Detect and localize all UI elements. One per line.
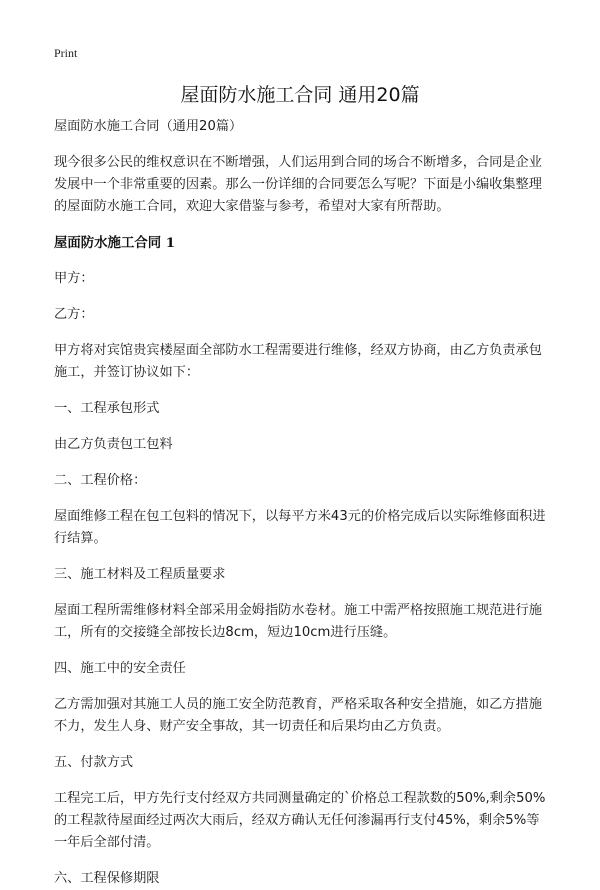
contract-paragraph: 屋面工程所需维修材料全部采用金姆指防水卷材。施工中需严格按照施工规范进行施工，所有的交接缝全部按长边8cm，短边10cm进行压缝。 — [54, 603, 542, 640]
print-link[interactable]: Print — [54, 46, 78, 60]
contract-paragraph: 工程完工后，甲方先行支付经双方共同测量确定的`价格总工程款数的50%,剩余50%的工程款待屋面经过两次大雨后，经双方确认无任何渗漏再行支付45%，剩余5%等一年后全部付清。 — [54, 791, 546, 850]
document-subtitle: 屋面防水施工合同（通用20篇） — [54, 119, 243, 134]
contract-paragraph: 乙方需加强对其施工人员的施工安全防范教育，严格采取各种安全措施，如乙方措施不力，发生人身、财产安全事故，其一切责任和后果均由乙方负责。 — [54, 697, 542, 734]
clause-heading: 四、施工中的安全责任 — [54, 661, 186, 676]
contract-paragraph: 屋面维修工程在包工包料的情况下，以每平方米43元的价格完成后以实际维修面积进行结算。 — [54, 509, 546, 546]
document-title: 屋面防水施工合同 通用20篇 — [180, 84, 420, 106]
party-a-line: 甲方： — [54, 271, 94, 286]
contract-paragraph: 甲方将对宾馆贵宾楼屋面全部防水工程需要进行维修，经双方协商，由乙方负责承包施工，并签订协议如下： — [54, 343, 542, 380]
clause-heading: 六、工程保修期限 — [54, 871, 160, 886]
clause-heading: 一、工程承包形式 — [54, 401, 160, 416]
contract-paragraph: 由乙方负责包工包料 — [54, 437, 173, 452]
section-heading: 屋面防水施工合同 1 — [54, 235, 176, 251]
party-b-line: 乙方： — [54, 307, 94, 322]
clause-heading: 三、施工材料及工程质量要求 — [54, 567, 226, 582]
clause-heading: 二、工程价格： — [54, 473, 147, 488]
clause-heading: 五、付款方式 — [54, 755, 134, 770]
document-body — [54, 116, 548, 890]
intro-paragraph: 现今很多公民的维权意识在不断增强，人们运用到合同的场合不断增多，合同是企业发展中一个非常重要的因素。那么一份详细的合同要怎么写呢？下面是小编收集整理的屋面防水施工合同，欢迎大家借鉴与参考，希望对大家有所帮助。 — [54, 155, 542, 214]
